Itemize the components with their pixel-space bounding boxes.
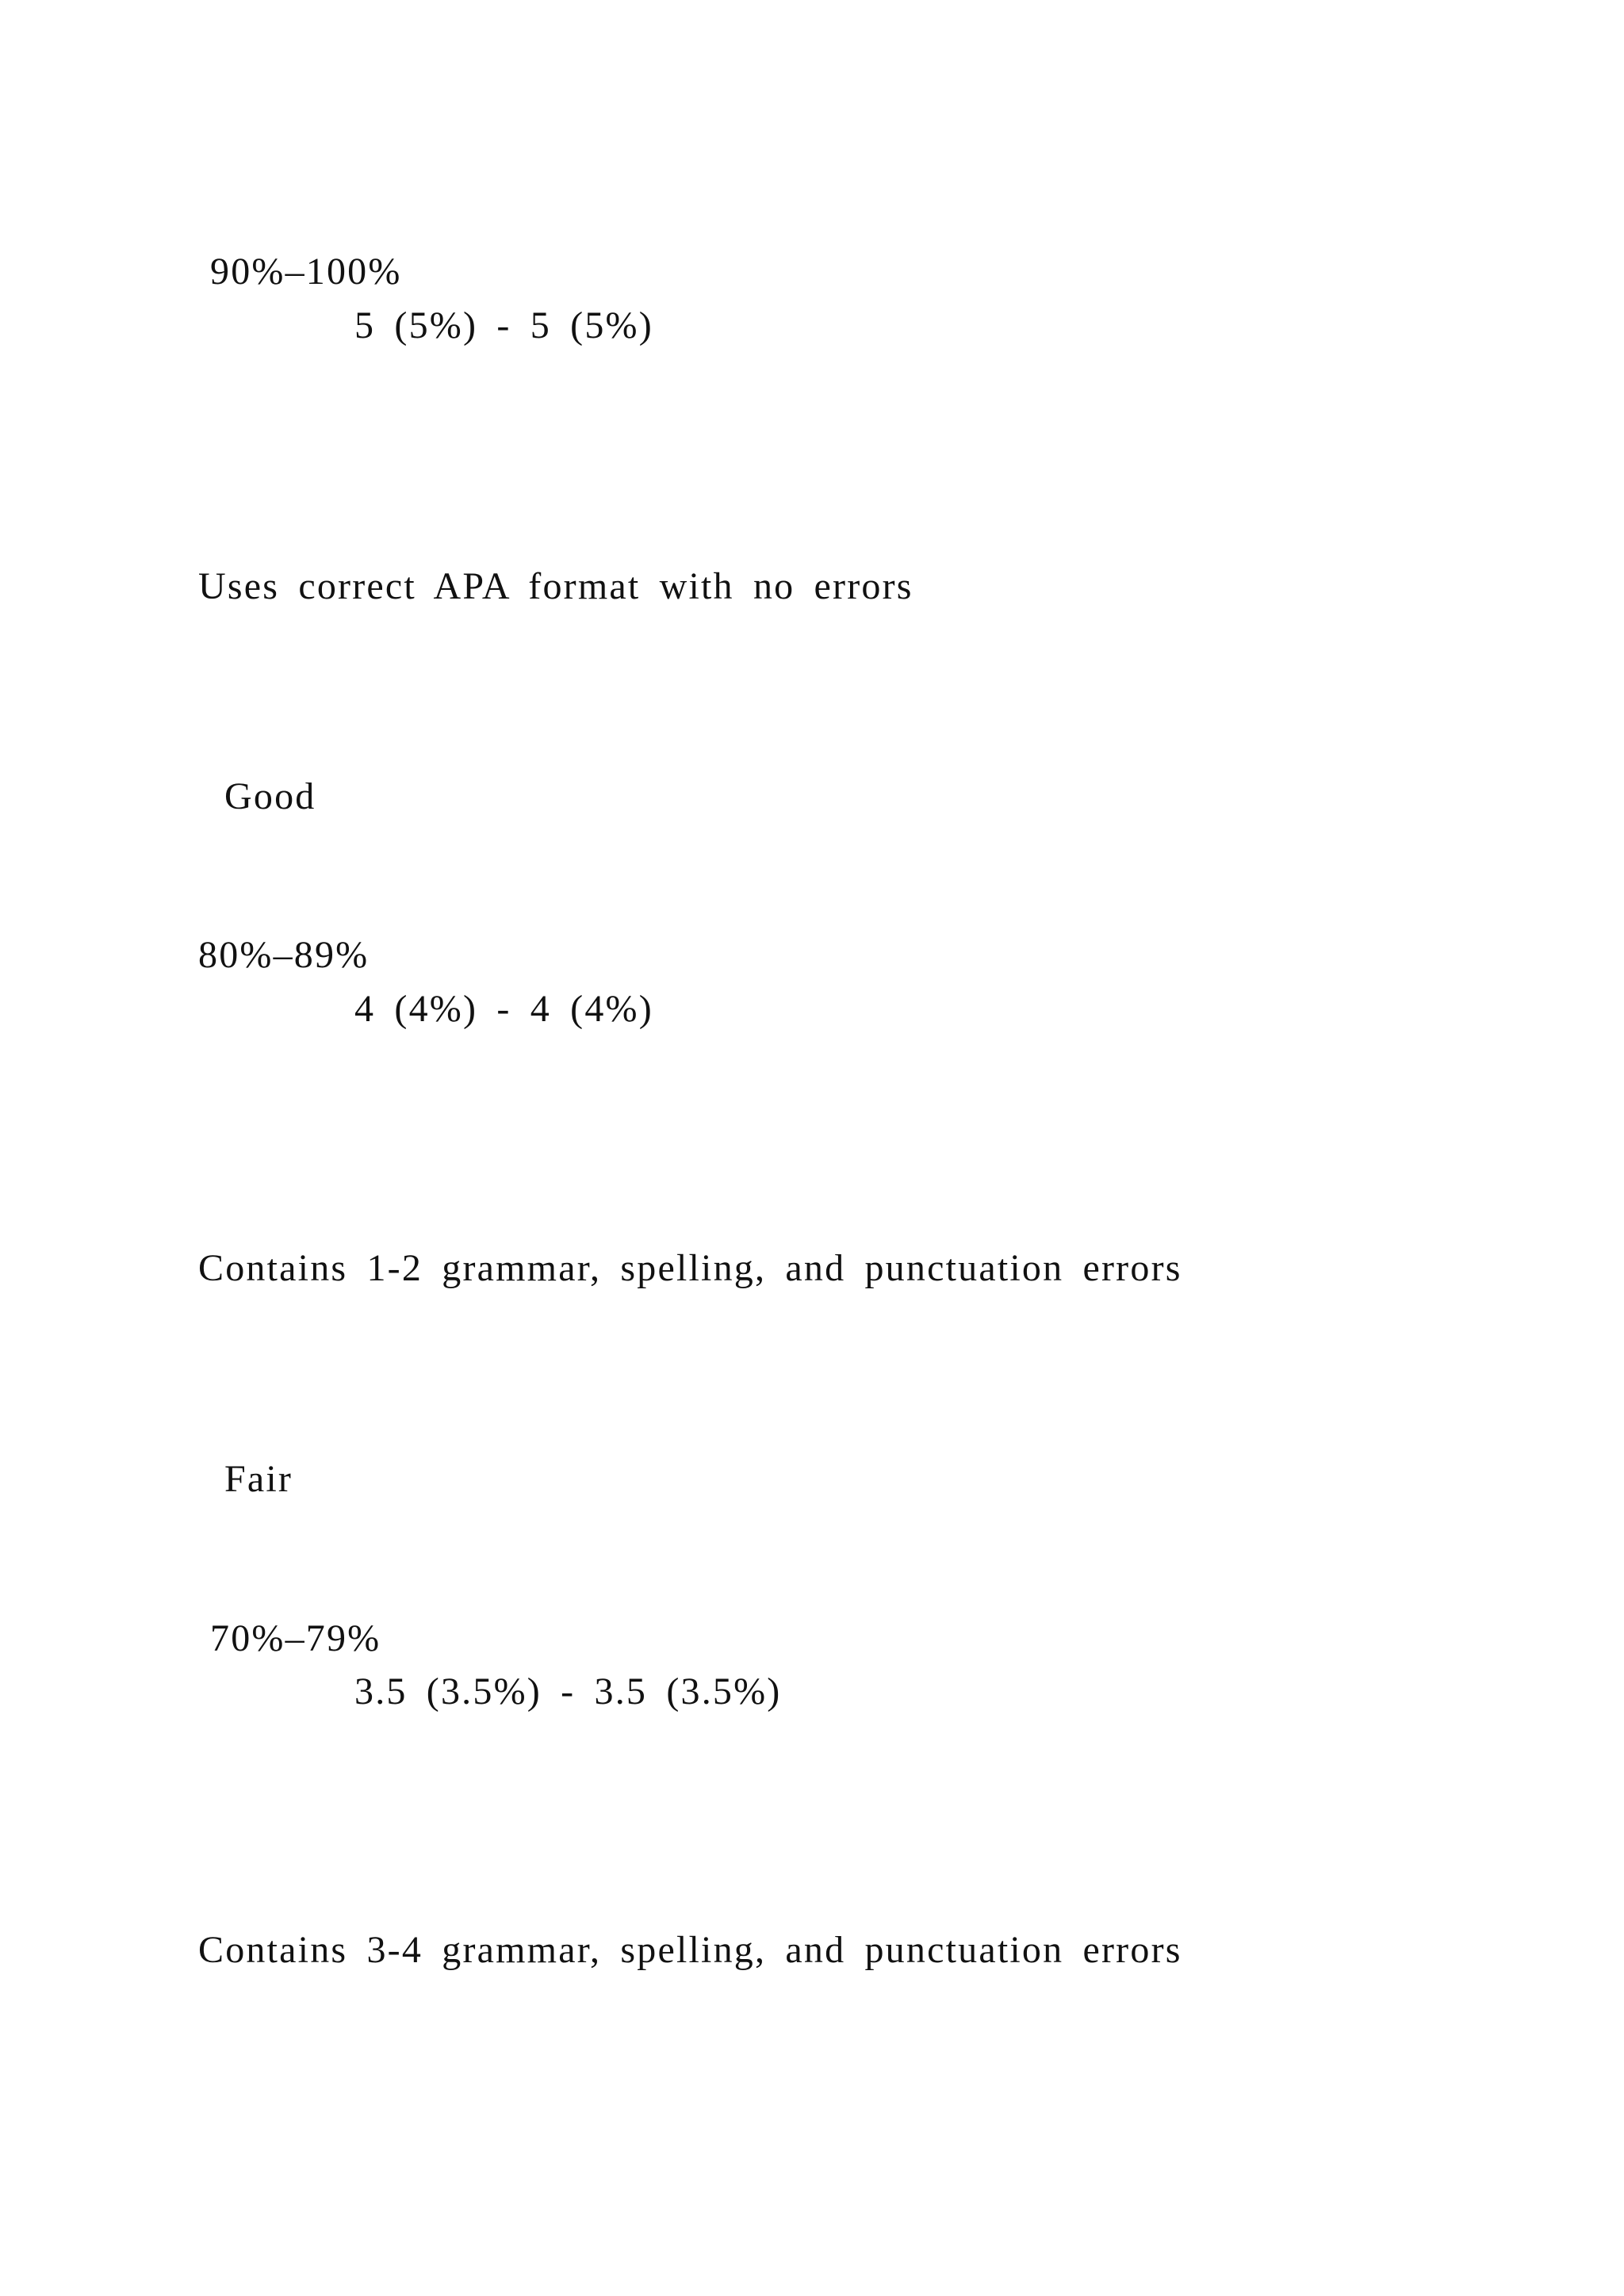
excellent-points: 5 (5%) - 5 (5%)	[354, 304, 653, 346]
good-points: 4 (4%) - 4 (4%)	[354, 988, 653, 1030]
fair-description: Contains 3-4 grammar, spelling, and punctuation errors	[198, 1929, 1182, 1971]
good-description: Contains 1-2 grammar, spelling, and punctuation errors	[198, 1247, 1182, 1289]
excellent-range: 90%–100%	[210, 251, 402, 293]
fair-label: Fair	[224, 1458, 293, 1500]
good-label: Good	[224, 775, 316, 817]
good-range: 80%–89%	[198, 934, 370, 976]
excellent-description: Uses correct APA format with no errors	[198, 565, 914, 607]
fair-points: 3.5 (3.5%) - 3.5 (3.5%)	[354, 1670, 782, 1712]
fair-range: 70%–79%	[210, 1617, 381, 1659]
